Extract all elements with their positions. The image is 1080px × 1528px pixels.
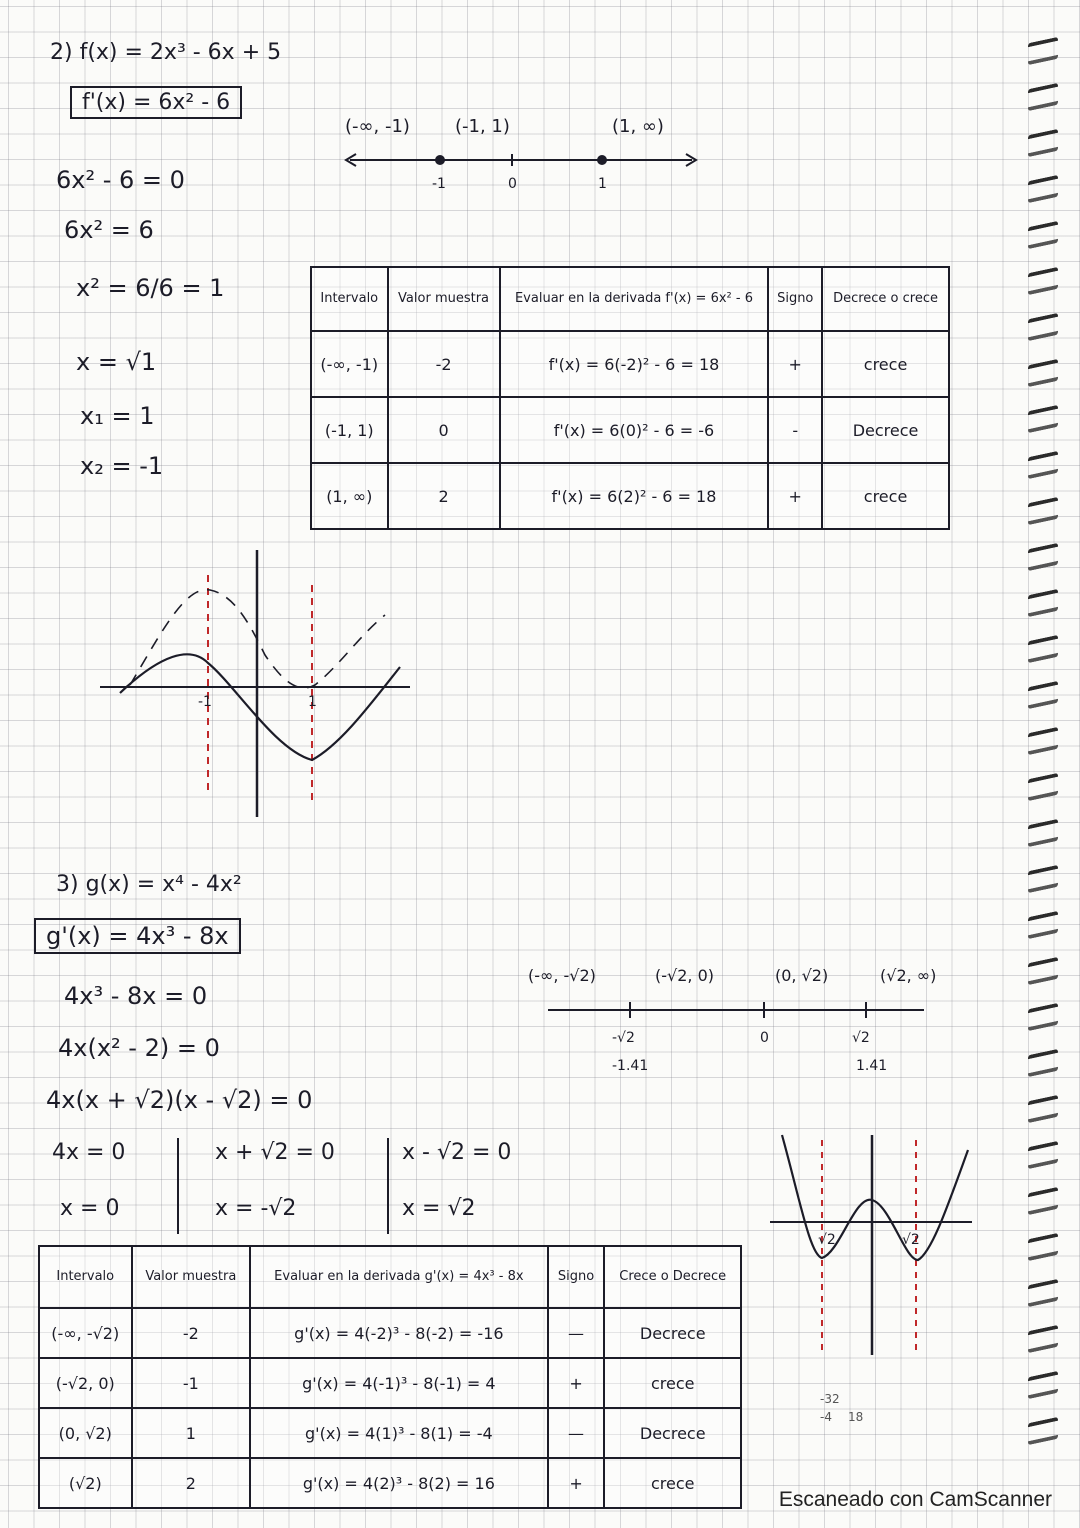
p2-graph [100, 545, 420, 825]
table-cell: crece [822, 331, 949, 397]
p3-derivative: g'(x) = 4x³ - 8x [34, 918, 241, 954]
table-header: Valor muestra [132, 1246, 251, 1308]
table-header-row [311, 267, 949, 331]
table-header: Intervalo [39, 1246, 132, 1308]
p3-decimal-pos: 1.41 [856, 1058, 888, 1074]
p3-function: 3) g(x) = x⁴ - 4x² [56, 872, 242, 897]
table-cell: + [548, 1458, 605, 1508]
p3-graph-note-1: -32 [820, 1392, 840, 1406]
table-cell: + [768, 463, 822, 529]
table-header: Decrece o crece [822, 267, 949, 331]
table-row [39, 1458, 741, 1508]
table-cell: crece [822, 463, 949, 529]
table-cell: g'(x) = 4(-1)³ - 8(-1) = 4 [250, 1358, 548, 1408]
p3-tick-neg-sqrt2: -√2 [612, 1030, 635, 1046]
table-row [39, 1358, 741, 1408]
p3-interval-4: (√2, ∞) [880, 966, 937, 985]
p3-decimal-neg: -1.41 [612, 1058, 649, 1074]
table-cell: — [548, 1308, 605, 1358]
p3-graph-note-2: -4 [820, 1410, 832, 1424]
p3-root-eq-2: x + √2 = 0 [215, 1140, 335, 1165]
table-cell: crece [604, 1458, 741, 1508]
p3-root-eq-3: x - √2 = 0 [402, 1140, 512, 1165]
table-header: Signo [768, 267, 822, 331]
p2-number-line [340, 146, 710, 176]
table-cell: g'(x) = 4(-2)³ - 8(-2) = -16 [250, 1308, 548, 1358]
p3-graph-label-1: √2 [818, 1232, 836, 1248]
p2-function: 2) f(x) = 2x³ - 6x + 5 [50, 40, 282, 65]
table-cell: f'(x) = 6(2)² - 6 = 18 [500, 463, 769, 529]
p2-step-1: 6x² - 6 = 0 [56, 166, 185, 194]
p3-step-2: 4x(x² - 2) = 0 [58, 1034, 220, 1062]
table-row [311, 397, 949, 463]
p3-graph-label-2: √2 [902, 1232, 920, 1248]
table-cell: f'(x) = 6(-2)² - 6 = 18 [500, 331, 769, 397]
p2-tick-neg1: -1 [432, 176, 446, 192]
table-cell: + [548, 1358, 605, 1408]
table-cell: (-√2, 0) [39, 1358, 132, 1408]
scanner-watermark: Escaneado con CamScanner [778, 1488, 1052, 1511]
p3-root-sol-2: x = -√2 [215, 1196, 297, 1221]
p2-step-3: x² = 6/6 = 1 [76, 274, 225, 302]
table-cell: (-1, 1) [311, 397, 388, 463]
p3-tick-sqrt2: √2 [852, 1030, 870, 1046]
p3-step-1: 4x³ - 8x = 0 [64, 982, 208, 1010]
table-row [311, 463, 949, 529]
p3-number-line [548, 996, 928, 1026]
table-cell: - [768, 397, 822, 463]
table-header: Valor muestra [388, 267, 500, 331]
p2-interval-2: (-1, 1) [455, 116, 510, 137]
table-cell: Decrece [604, 1308, 741, 1358]
p2-step-2: 6x² = 6 [64, 216, 154, 244]
table-cell: Decrece [822, 397, 949, 463]
table-cell: (√2) [39, 1458, 132, 1508]
table-cell: g'(x) = 4(2)³ - 8(2) = 16 [250, 1458, 548, 1508]
table-cell: 1 [132, 1408, 251, 1458]
p3-interval-1: (-∞, -√2) [528, 966, 596, 985]
p2-tick-1: 1 [598, 176, 607, 192]
table-header: Evaluar en la derivada g'(x) = 4x³ - 8x [250, 1246, 548, 1308]
table-cell: (-∞, -√2) [39, 1308, 132, 1358]
p2-step-6: x₂ = -1 [80, 452, 164, 480]
p3-graph [760, 1130, 980, 1360]
p3-interval-2: (-√2, 0) [655, 966, 714, 985]
table-row [39, 1308, 741, 1358]
table-cell: + [768, 331, 822, 397]
p3-sign-table [38, 1245, 742, 1509]
table-cell: -1 [132, 1358, 251, 1408]
table-header-row [39, 1246, 741, 1308]
p3-root-dividers [170, 1138, 400, 1238]
p3-step-3: 4x(x + √2)(x - √2) = 0 [46, 1086, 313, 1114]
table-cell: 0 [388, 397, 500, 463]
p2-step-4: x = √1 [76, 348, 157, 376]
table-cell: -2 [388, 331, 500, 397]
table-cell: 2 [388, 463, 500, 529]
p2-interval-1: (-∞, -1) [345, 116, 410, 137]
p2-tick-0: 0 [508, 176, 517, 192]
table-row [311, 331, 949, 397]
p3-interval-3: (0, √2) [775, 966, 829, 985]
p2-graph-label-1: 1 [308, 694, 317, 710]
p3-tick-0: 0 [760, 1030, 769, 1046]
table-cell: 2 [132, 1458, 251, 1508]
p2-derivative: f'(x) = 6x² - 6 [70, 86, 242, 119]
table-header: Crece o Decrece [604, 1246, 741, 1308]
table-cell: (0, √2) [39, 1408, 132, 1458]
table-header: Signo [548, 1246, 605, 1308]
p2-graph-label-neg1: -1 [198, 694, 212, 710]
table-cell: (-∞, -1) [311, 331, 388, 397]
table-cell: — [548, 1408, 605, 1458]
p3-root-sol-3: x = √2 [402, 1196, 476, 1221]
table-row [39, 1408, 741, 1458]
table-cell: Decrece [604, 1408, 741, 1458]
table-cell: (1, ∞) [311, 463, 388, 529]
table-cell: g'(x) = 4(1)³ - 8(1) = -4 [250, 1408, 548, 1458]
p2-sign-table [310, 266, 950, 530]
p3-root-sol-1: x = 0 [60, 1196, 120, 1221]
table-cell: crece [604, 1358, 741, 1408]
table-header: Intervalo [311, 267, 388, 331]
table-header: Evaluar en la derivada f'(x) = 6x² - 6 [500, 267, 769, 331]
p3-graph-note-3: 18 [848, 1410, 864, 1424]
table-cell: f'(x) = 6(0)² - 6 = -6 [500, 397, 769, 463]
p2-step-5: x₁ = 1 [80, 402, 155, 430]
p2-interval-3: (1, ∞) [612, 116, 664, 137]
table-cell: -2 [132, 1308, 251, 1358]
p3-root-eq-1: 4x = 0 [52, 1140, 126, 1165]
